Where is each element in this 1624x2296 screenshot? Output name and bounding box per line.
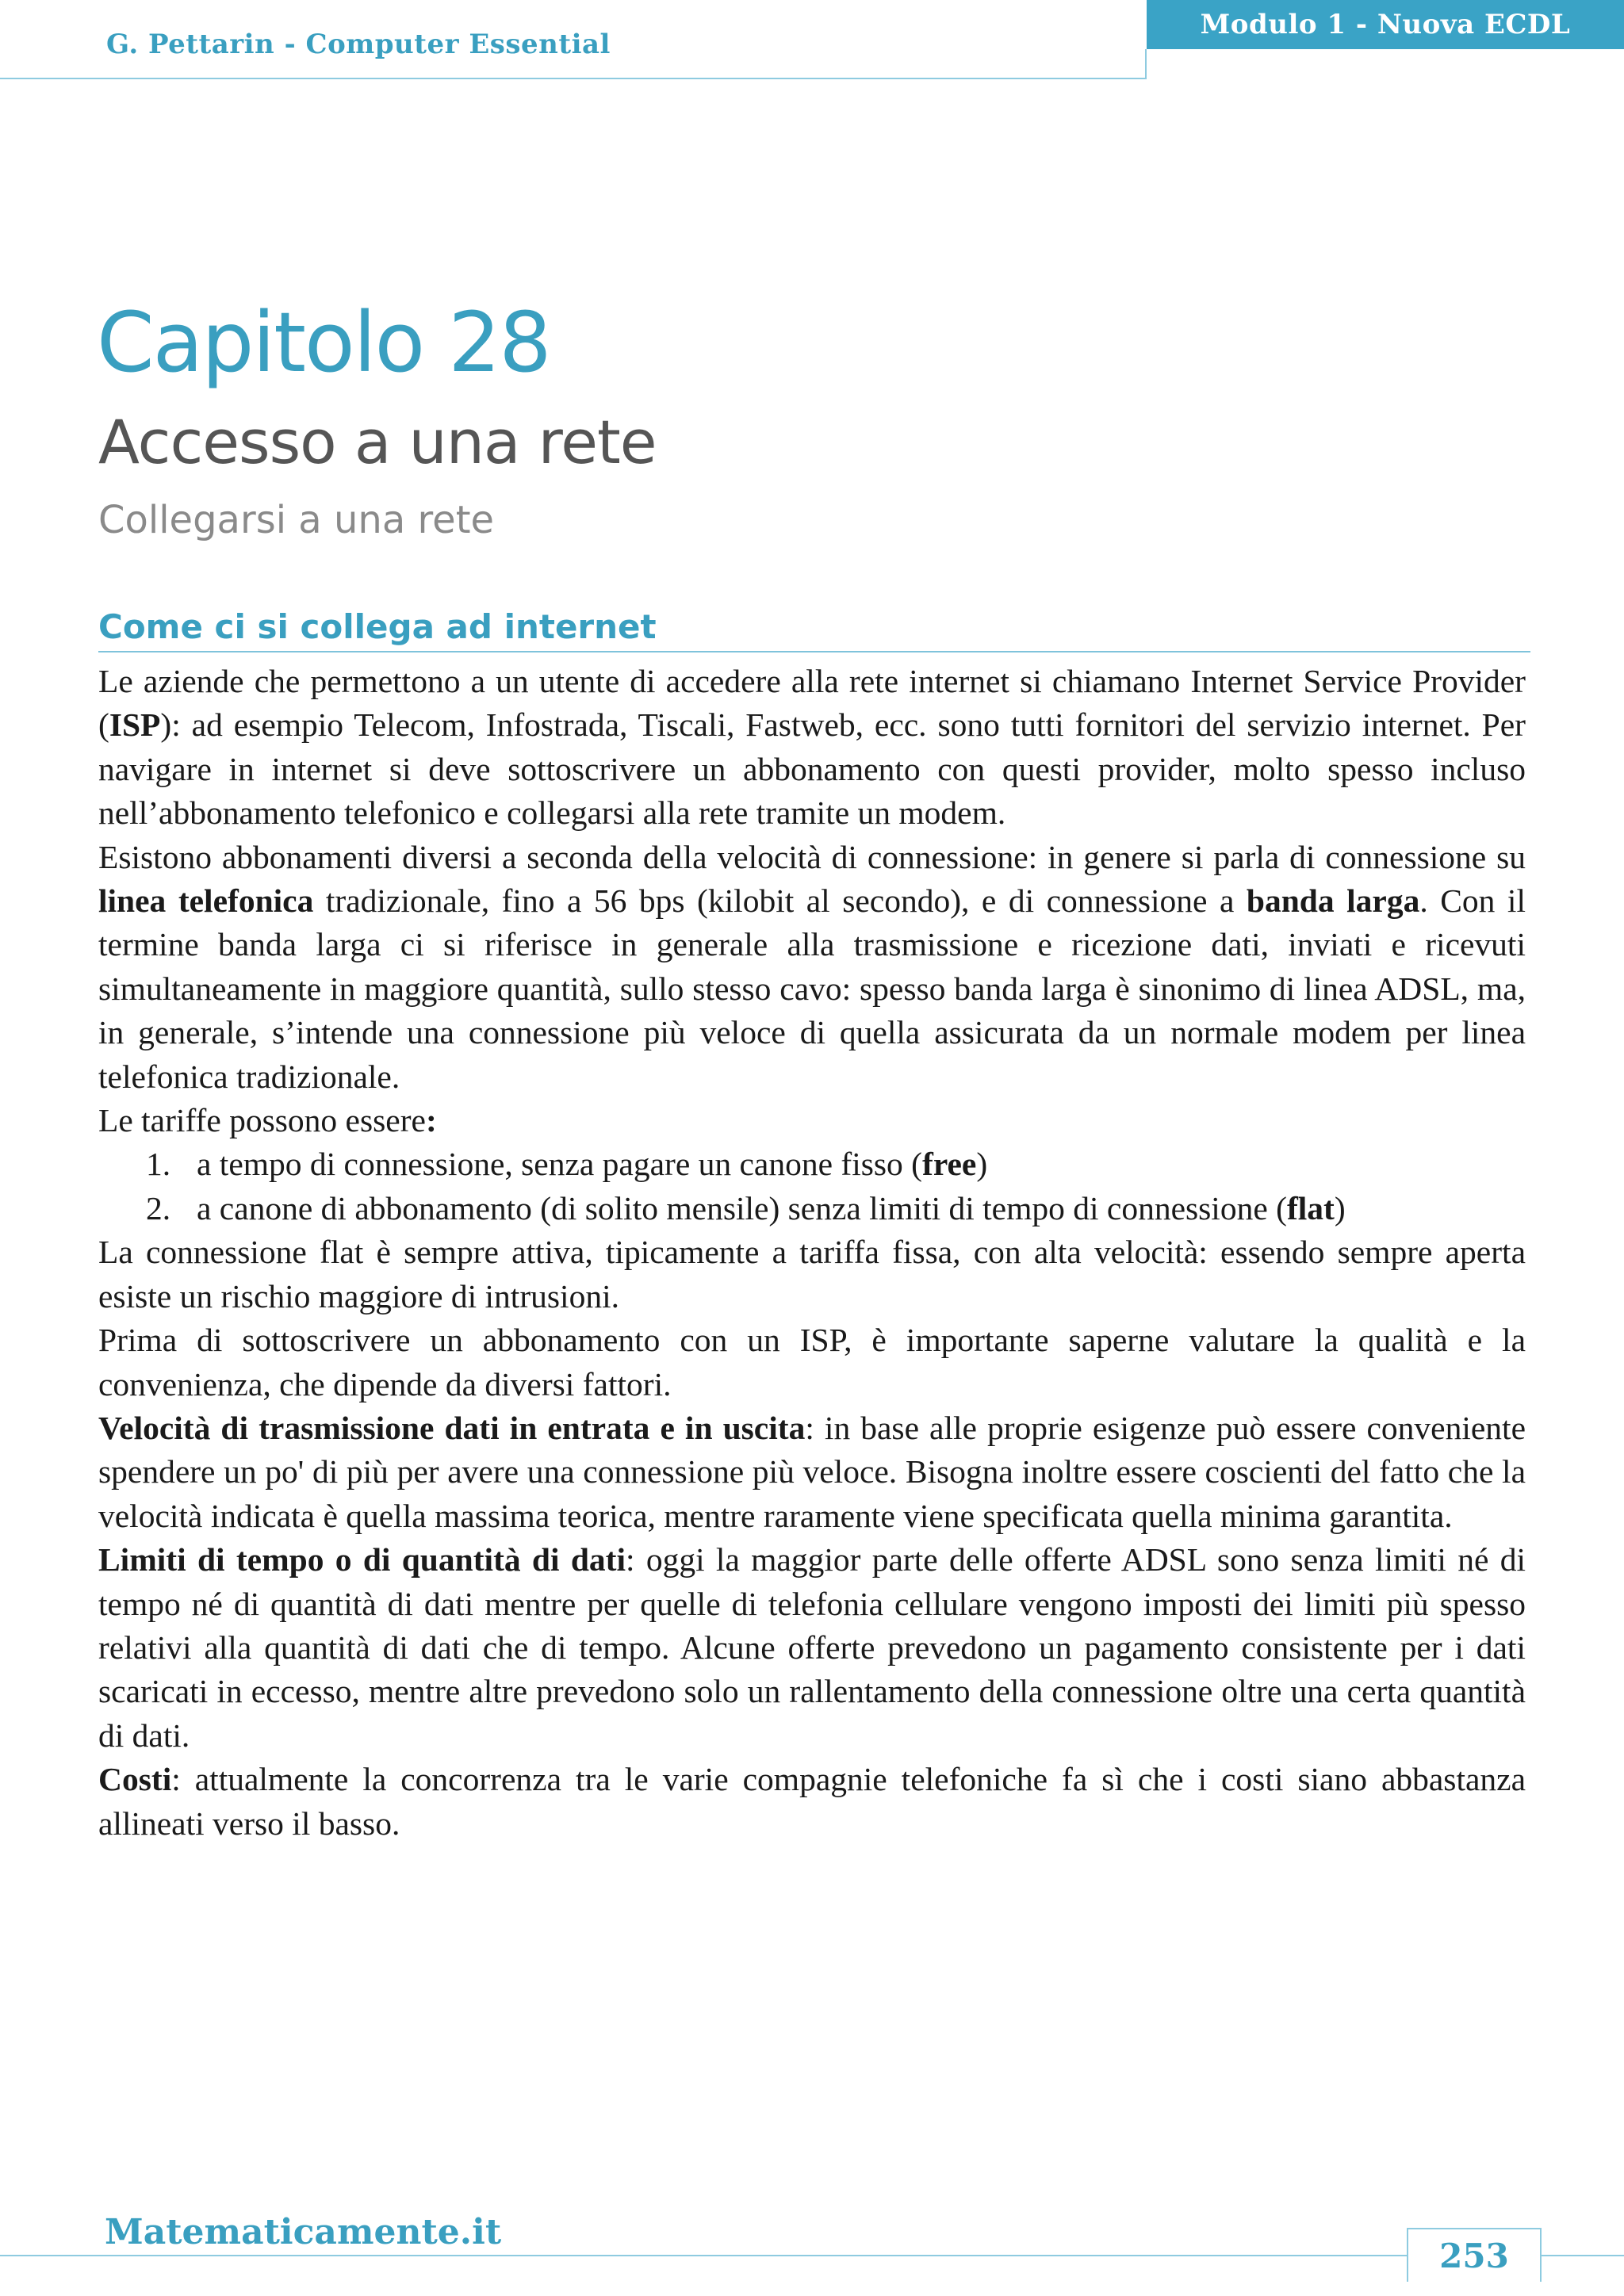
header-rule-tick: [1145, 49, 1147, 78]
paragraph-connection-types: Esistono abbonamenti diversi a seconda della velocità di connessione: in genere si parla di connessione su linea telefonica tradizionale, fino a 56 bps (kilobit al secondo), e di connessione a banda larga. Con il termine banda larga ci si riferisce in generale alla trasmissione e ricezione dati, inviati e ricevuti simultaneamente in maggiore quantità, sullo stesso cavo: spesso banda larga è sinonimo di linea ADSL, ma, in generale, s’intende una connessione più veloce di quella assicurata da un normale modem per linea telefonica tradizionale.: [98, 838, 1526, 1095]
page-number-box: [1407, 2228, 1542, 2282]
footer-rule: [0, 2255, 1624, 2256]
paragraph-isp: Le aziende che permettono a un utente di accedere alla rete internet si chiamano Internet Service Provider (ISP): ad esempio Telecom, Infostrada, Tiscali, Fastweb, ecc. sono tutti fornitori del servizio internet. Per navigare in internet si deve sottoscrivere un abbonamento con questi provider, molto spesso incluso nell’abbonamento telefonico e collegarsi alla rete tramite un modem.: [98, 663, 1526, 832]
tariff-list: [98, 1142, 1526, 1230]
body-text: [98, 660, 1526, 1846]
paragraph-speed: Velocità di trasmissione dati in entrata e in uscita: in base alle proprie esigenze può essere conveniente spendere un po' di più per avere una connessione più veloce. Bisogna inoltre essere coscienti del fatto che la velocità indicata è quella massima teorica, mentre raramente viene specificata quella minima garantita.: [98, 1409, 1526, 1534]
page-number: 253: [1439, 2236, 1509, 2275]
paragraph-costs: Costi: attualmente la concorrenza tra le varie compagnie telefoniche fa sì che i costi siano abbastanza allineati verso il basso.: [98, 1761, 1526, 1842]
section-heading: Come ci si collega ad internet: [98, 606, 1530, 652]
list-item: 1. a tempo di connessione, senza pagare un canone fisso (free): [146, 1146, 988, 1183]
header-module-badge: [1147, 0, 1624, 49]
paragraph-evaluate-isp: Prima di sottoscrivere un abbonamento con un ISP, è importante saperne valutare la qualità e la convenienza, che dipende da diversi fattori.: [98, 1322, 1526, 1402]
paragraph-tariffs-intro: Le tariffe possono essere:: [98, 1102, 437, 1139]
chapter-subsubtitle: Collegarsi a una rete: [98, 498, 495, 542]
header-module-label: Modulo 1 - Nuova ECDL: [1200, 9, 1571, 40]
header-author-title: G. Pettarin - Computer Essential: [106, 29, 611, 60]
paragraph-flat: La connessione flat è sempre attiva, tipicamente a tariffa fissa, con alta velocità: essendo sempre aperta esiste un rischio maggiore di intrusioni.: [98, 1234, 1526, 1314]
header-rule: [0, 78, 1147, 79]
footer-site-name: Matematicamente.it: [105, 2212, 502, 2252]
chapter-title: Capitolo 28: [97, 294, 550, 391]
paragraph-limits: Limiti di tempo o di quantità di dati: oggi la maggior parte delle offerte ADSL sono senza limiti né di tempo né di quantità di dati mentre per quelle di telefonia cellulare vengono imposti dei limiti più spesso relativi alla quantità di dati che di tempo. Alcune offerte prevedono un pagamento consistente per i dati scaricati in eccesso, mentre altre prevedono solo un rallentamento della connessione oltre una certa quantità di dati.: [98, 1541, 1526, 1754]
list-item: 2. a canone di abbonamento (di solito mensile) senza limiti di tempo di connessione (flat): [146, 1189, 1346, 1226]
chapter-subtitle: Accesso a una rete: [98, 407, 657, 477]
